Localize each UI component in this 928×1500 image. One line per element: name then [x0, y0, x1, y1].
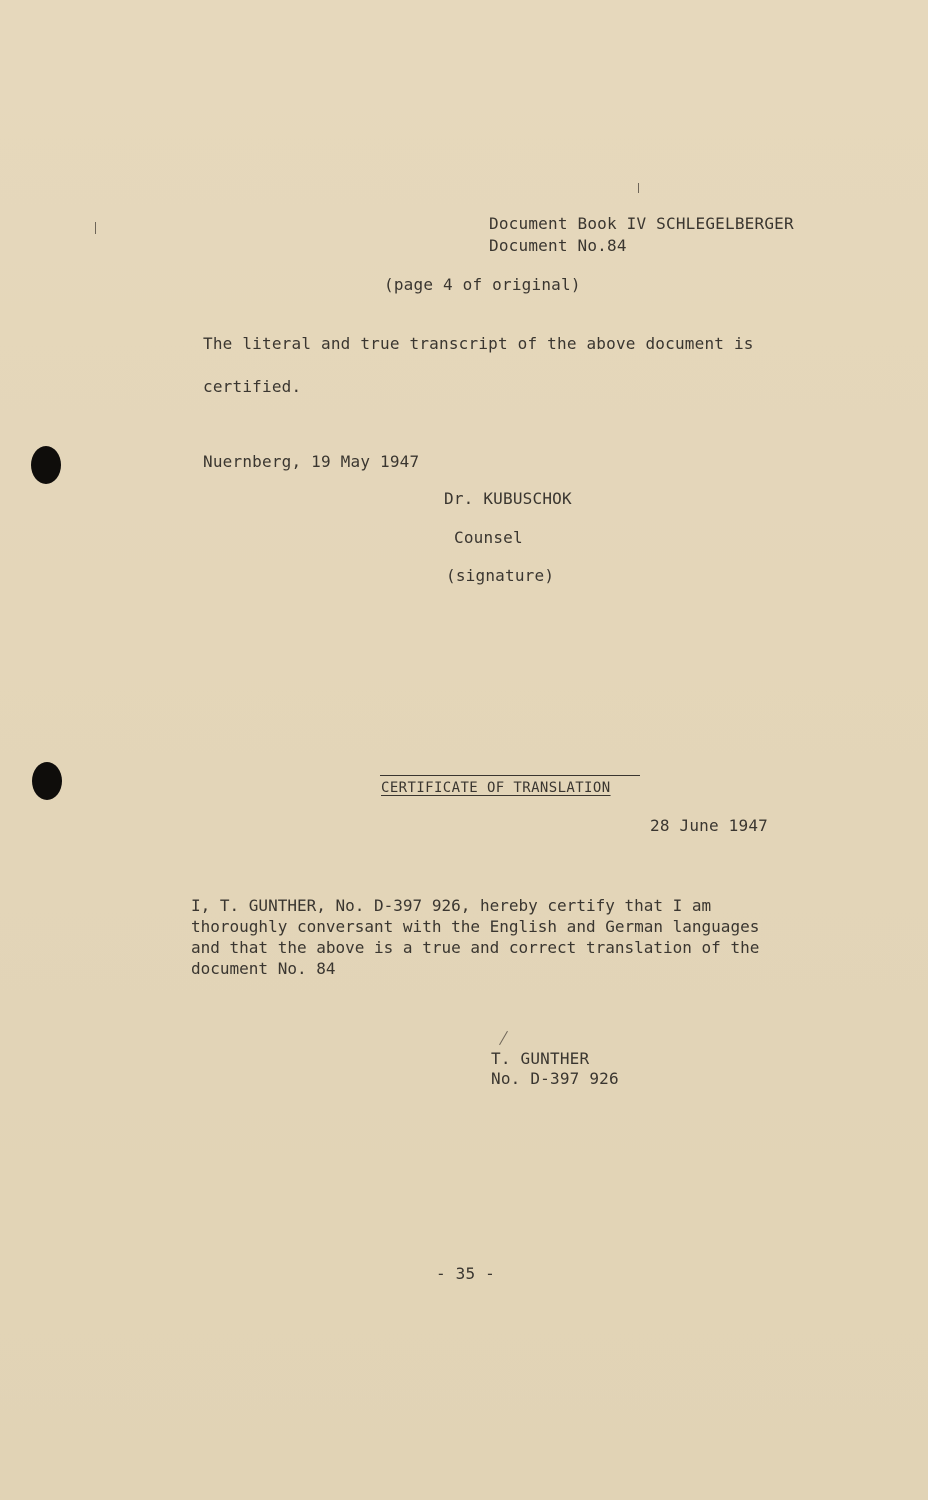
pen-tick	[499, 1031, 508, 1045]
certificate-date: 28 June 1947	[650, 816, 768, 835]
page-number: - 35 -	[436, 1264, 495, 1283]
stray-mark	[638, 183, 639, 193]
certification-line-1: The literal and true transcript of the above document is	[203, 334, 754, 353]
signer-name: Dr. KUBUSCHOK	[444, 489, 572, 508]
stray-mark	[95, 222, 96, 234]
place-date: Nuernberg, 19 May 1947	[203, 452, 420, 471]
punch-hole-top	[31, 446, 61, 484]
translator-number: No. D-397 926	[491, 1069, 619, 1088]
punch-hole-bottom	[32, 762, 62, 800]
certificate-title-overline	[380, 775, 640, 776]
certificate-body-line: I, T. GUNTHER, No. D-397 926, hereby certify that I am	[191, 896, 712, 915]
certificate-body-line: and that the above is a true and correct translation of the	[191, 938, 760, 957]
document-number-label: Document No.84	[489, 236, 627, 255]
certificate-body-line: thoroughly conversant with the English and German languages	[191, 917, 760, 936]
certification-line-2: certified.	[203, 377, 302, 396]
certificate-title: CERTIFICATE OF TRANSLATION	[381, 780, 611, 796]
signer-role: Counsel	[454, 528, 523, 547]
translator-name: T. GUNTHER	[491, 1049, 590, 1068]
page-of-original: (page 4 of original)	[384, 275, 581, 294]
document-book-label: Document Book IV SCHLEGELBERGER	[489, 214, 794, 233]
signer-signature: (signature)	[446, 566, 555, 585]
certificate-body	[191, 895, 759, 979]
certificate-body-line: document No. 84	[191, 959, 336, 978]
